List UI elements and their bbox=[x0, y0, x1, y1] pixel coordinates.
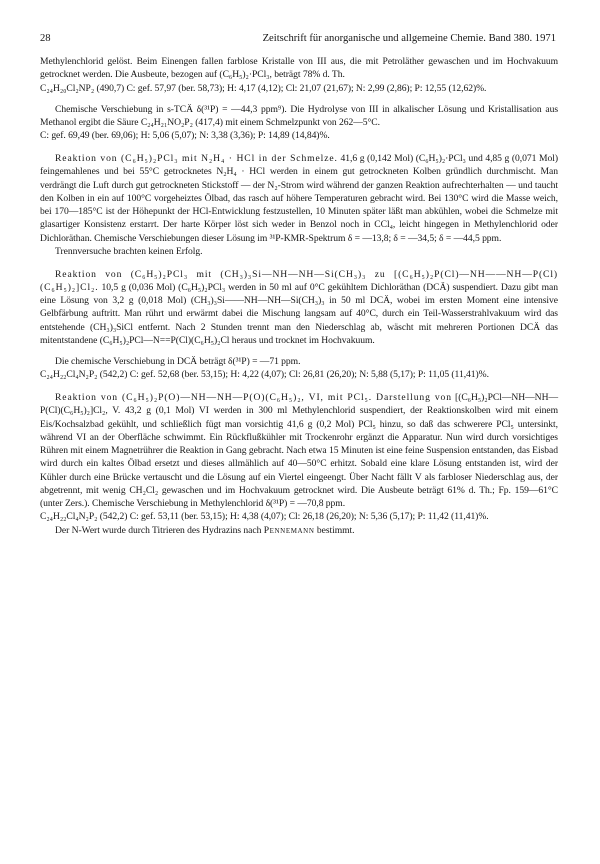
elemental-analysis-salt-2: C₂₄H₂₂Cl₄N₂P₂ (542,2) C: gef. 53,11 (ber. 53,15); H: 4,38 (4,07); Cl: 26,18 (26,20); N: 5,36 (5,17); P: 11,42 (11,41)%. bbox=[40, 511, 489, 523]
page-header bbox=[40, 31, 556, 47]
section-text-melt-reaction: 41,6 g (0,142 Mol) (C₆H₅)₂·PCl₃ und 4,85 g (0,071 Mol) feingemahlenes und bei 55°C getrocknetes N₂H₄ · HCl werden in einem gut getrockneten Kolben gründlich durchmischt. Man verdrängt die Luft durch gut getrockneten Stickstoff — der N₂-Strom wird während der ganzen Reaktion aufrechterhalten — und taucht den Kolben in ein auf 100°C vorgeheiztes Ölbad, das rasch auf höhere Temperaturen gebracht wird. Bei 130°C wird die Masse weich, bei 170—185°C ist der Höhepunkt der HCl-Entwicklung festzustellen, 10 Minuten später läßt man abkühlen, wobei die Schmelze mit glasartiger Konsistenz erstarrt. Der harte Körper löst sich weder in Benzol noch in CCl₄, leicht hingegen in Methylenchlorid oder Dichloräthan. Chemische Verschiebungen dieser Lösung im ³¹P-KMR-Spektrum δ = —13,8; δ = —34,5; δ = —44,5 ppm. bbox=[40, 153, 558, 244]
elemental-analysis-iii: C₂₄H₂₀Cl₂NP₂ (490,7) C: gef. 57,97 (ber. 58,73); H: 4,17 (4,12); Cl: 21,07 (21,67); N: 2,99 (2,86); P: 12,55 (12,62)%. bbox=[40, 82, 487, 94]
page-number: 28 bbox=[40, 33, 51, 44]
section-heading-melt-reaction: Reaktion von (C₆H₅)₂PCl₃ mit N₂H₄ · HCl in der Schmelze. bbox=[55, 153, 338, 164]
paragraph-product-isolation: Methylenchlorid gelöst. Beim Einengen fallen farblose Kristalle von III aus, die mit Petroläther gewaschen und im Hochvakuum getrocknet werden. Die Ausbeute, bezogen auf (C₆H₅)₂·PCl₃, beträgt 78% d. Th. bbox=[40, 56, 558, 81]
article-body bbox=[40, 55, 558, 537]
paragraph-nitrogen-titration bbox=[40, 524, 558, 537]
paragraph-chemical-shift-dca: Die chemische Verschiebung in DCÄ beträgt δ(³¹P) = —71 ppm. bbox=[55, 356, 301, 367]
section-heading-silyl-hydrazine: Reaktion von (C₆H₅)₂PCl₃ mit (CH₃)₃Si—NH—NH—Si(CH₃)₃ zu [(C₆H₅)₂P(Cl)—NH——NH—P(Cl)(C₆H₅)₂]Cl₂. bbox=[40, 268, 558, 293]
titration-text-pre: Der N-Wert wurde durch Titrieren des Hydrazins nach bbox=[55, 524, 262, 536]
section-pcl5-reaction bbox=[40, 391, 558, 510]
section-melt-reaction bbox=[40, 152, 558, 245]
titration-text-post: bestimmt. bbox=[316, 524, 355, 536]
author-name-pennemann: Pennemann bbox=[263, 524, 315, 536]
elemental-analysis-acid: C: gef. 69,49 (ber. 69,06); H: 5,06 (5,07); N: 3,38 (3,36); P: 14,89 (14,84)%. bbox=[40, 130, 330, 142]
section-silyl-hydrazine-reaction bbox=[40, 268, 558, 348]
section-text-pcl5-reaction: [(C₆H₅)₂PCl—NH—NH—P(Cl)(C₆H₅)₂]Cl₂, V. 43,2 g (0,1 Mol) VI werden in 300 ml Methylenchlorid suspendiert, der Reaktionskolben wird mit einem Eis/Kochsalzbad gekühlt, und schließlich fügt man vorsichtig 41,6 g (0,2 Mol) PCl₅ hinzu, so daß das schwerere PCl₅ untersinkt, während VI an der Oberfläche schwimmt. Ein Rückflußkühler mit Trockenrohr ergänzt die Apparatur. Nun wird durch vorsichtiges Rühren mit einem Magnetrührer die Reaktion in Gang gebracht. Nach etwa 15 Minuten ist eine feine Suspension entstanden, das Eisbad wird durch ein kaltes Ölbad ersetzt und dieses allmählich auf 40—50°C erhitzt. Sobald eine klare Lösung entstanden ist, wird der Kühler durch eine Brücke vertauscht und die Lösung auf ein Viertel eingeengt. Über Nacht fällt V als farbloser Niederschlag aus, der abgetrennt, mit wenig CH₂Cl₂ gewaschen und im Hochvakuum getrocknet wird. Die Ausbeute beträgt 61% d. Th.; Fp. 159—61°C (unter Zers.). Chemische Verschiebung in Methylenchlorid δ(³¹P) = —70,8 ppm. bbox=[40, 392, 558, 509]
section-heading-pcl5-reaction: Reaktion von (C₆H₅)₂P(O)—NH—NH—P(O)(C₆H₅)₂, VI, mit PCl₅. Darstellung von bbox=[55, 392, 452, 403]
section-text-silyl-hydrazine: 10,5 g (0,036 Mol) (C₆H₅)₂PCl₃ werden in 50 ml auf 0°C gekühltem Dichloräthan (DCÄ) suspendiert. Dazu gibt man eine Lösung von 3,2 g (0,018 Mol) (CH₃)₃Si——NH—NH—Si(CH₃)₃ in 50 ml DCÄ, wobei im ersten Moment eine intensive Gelbfärbung auftritt. Man rührt und erwärmt dabei die Mischung langsam auf 40°C, durch ein Teil-Wasserstrahlvakuum wird das entstehende (CH₃)₃SiCl entfernt. Nach 2 Stunden trennt man den Niederschlag ab, wäscht mit mehreren Portionen DCÄ das mitentstandene (C₆H₅)₂PCl—N==P(Cl)(C₆H₅)₂Cl heraus und trocknet im Hochvakuum. bbox=[40, 281, 558, 346]
paragraph-separation-attempts: Trennversuche brachten keinen Erfolg. bbox=[55, 245, 203, 257]
running-title: Zeitschrift für anorganische und allgemeine Chemie. Band 380. 1971 bbox=[262, 33, 556, 44]
elemental-analysis-salt-1: C₂₄H₂₂Cl₄N₂P₂ (542,2) C: gef. 52,68 (ber. 53,15); H: 4,22 (4,07); Cl: 26,81 (26,20); N: 5,88 (5,17); P: 11,05 (11,41)%. bbox=[40, 369, 489, 381]
paragraph-chemical-shift-iii: Chemische Verschiebung in s-TCÄ δ(³¹P) = —44,3 ppm⁹). Die Hydrolyse von III in alkalischer Lösung und Kristallisation aus Methanol ergibt die Säure C₂₄H₂₁NO₂P₂ (417,4) mit einem Schmelzpunkt von 262—5°C. bbox=[40, 103, 558, 128]
